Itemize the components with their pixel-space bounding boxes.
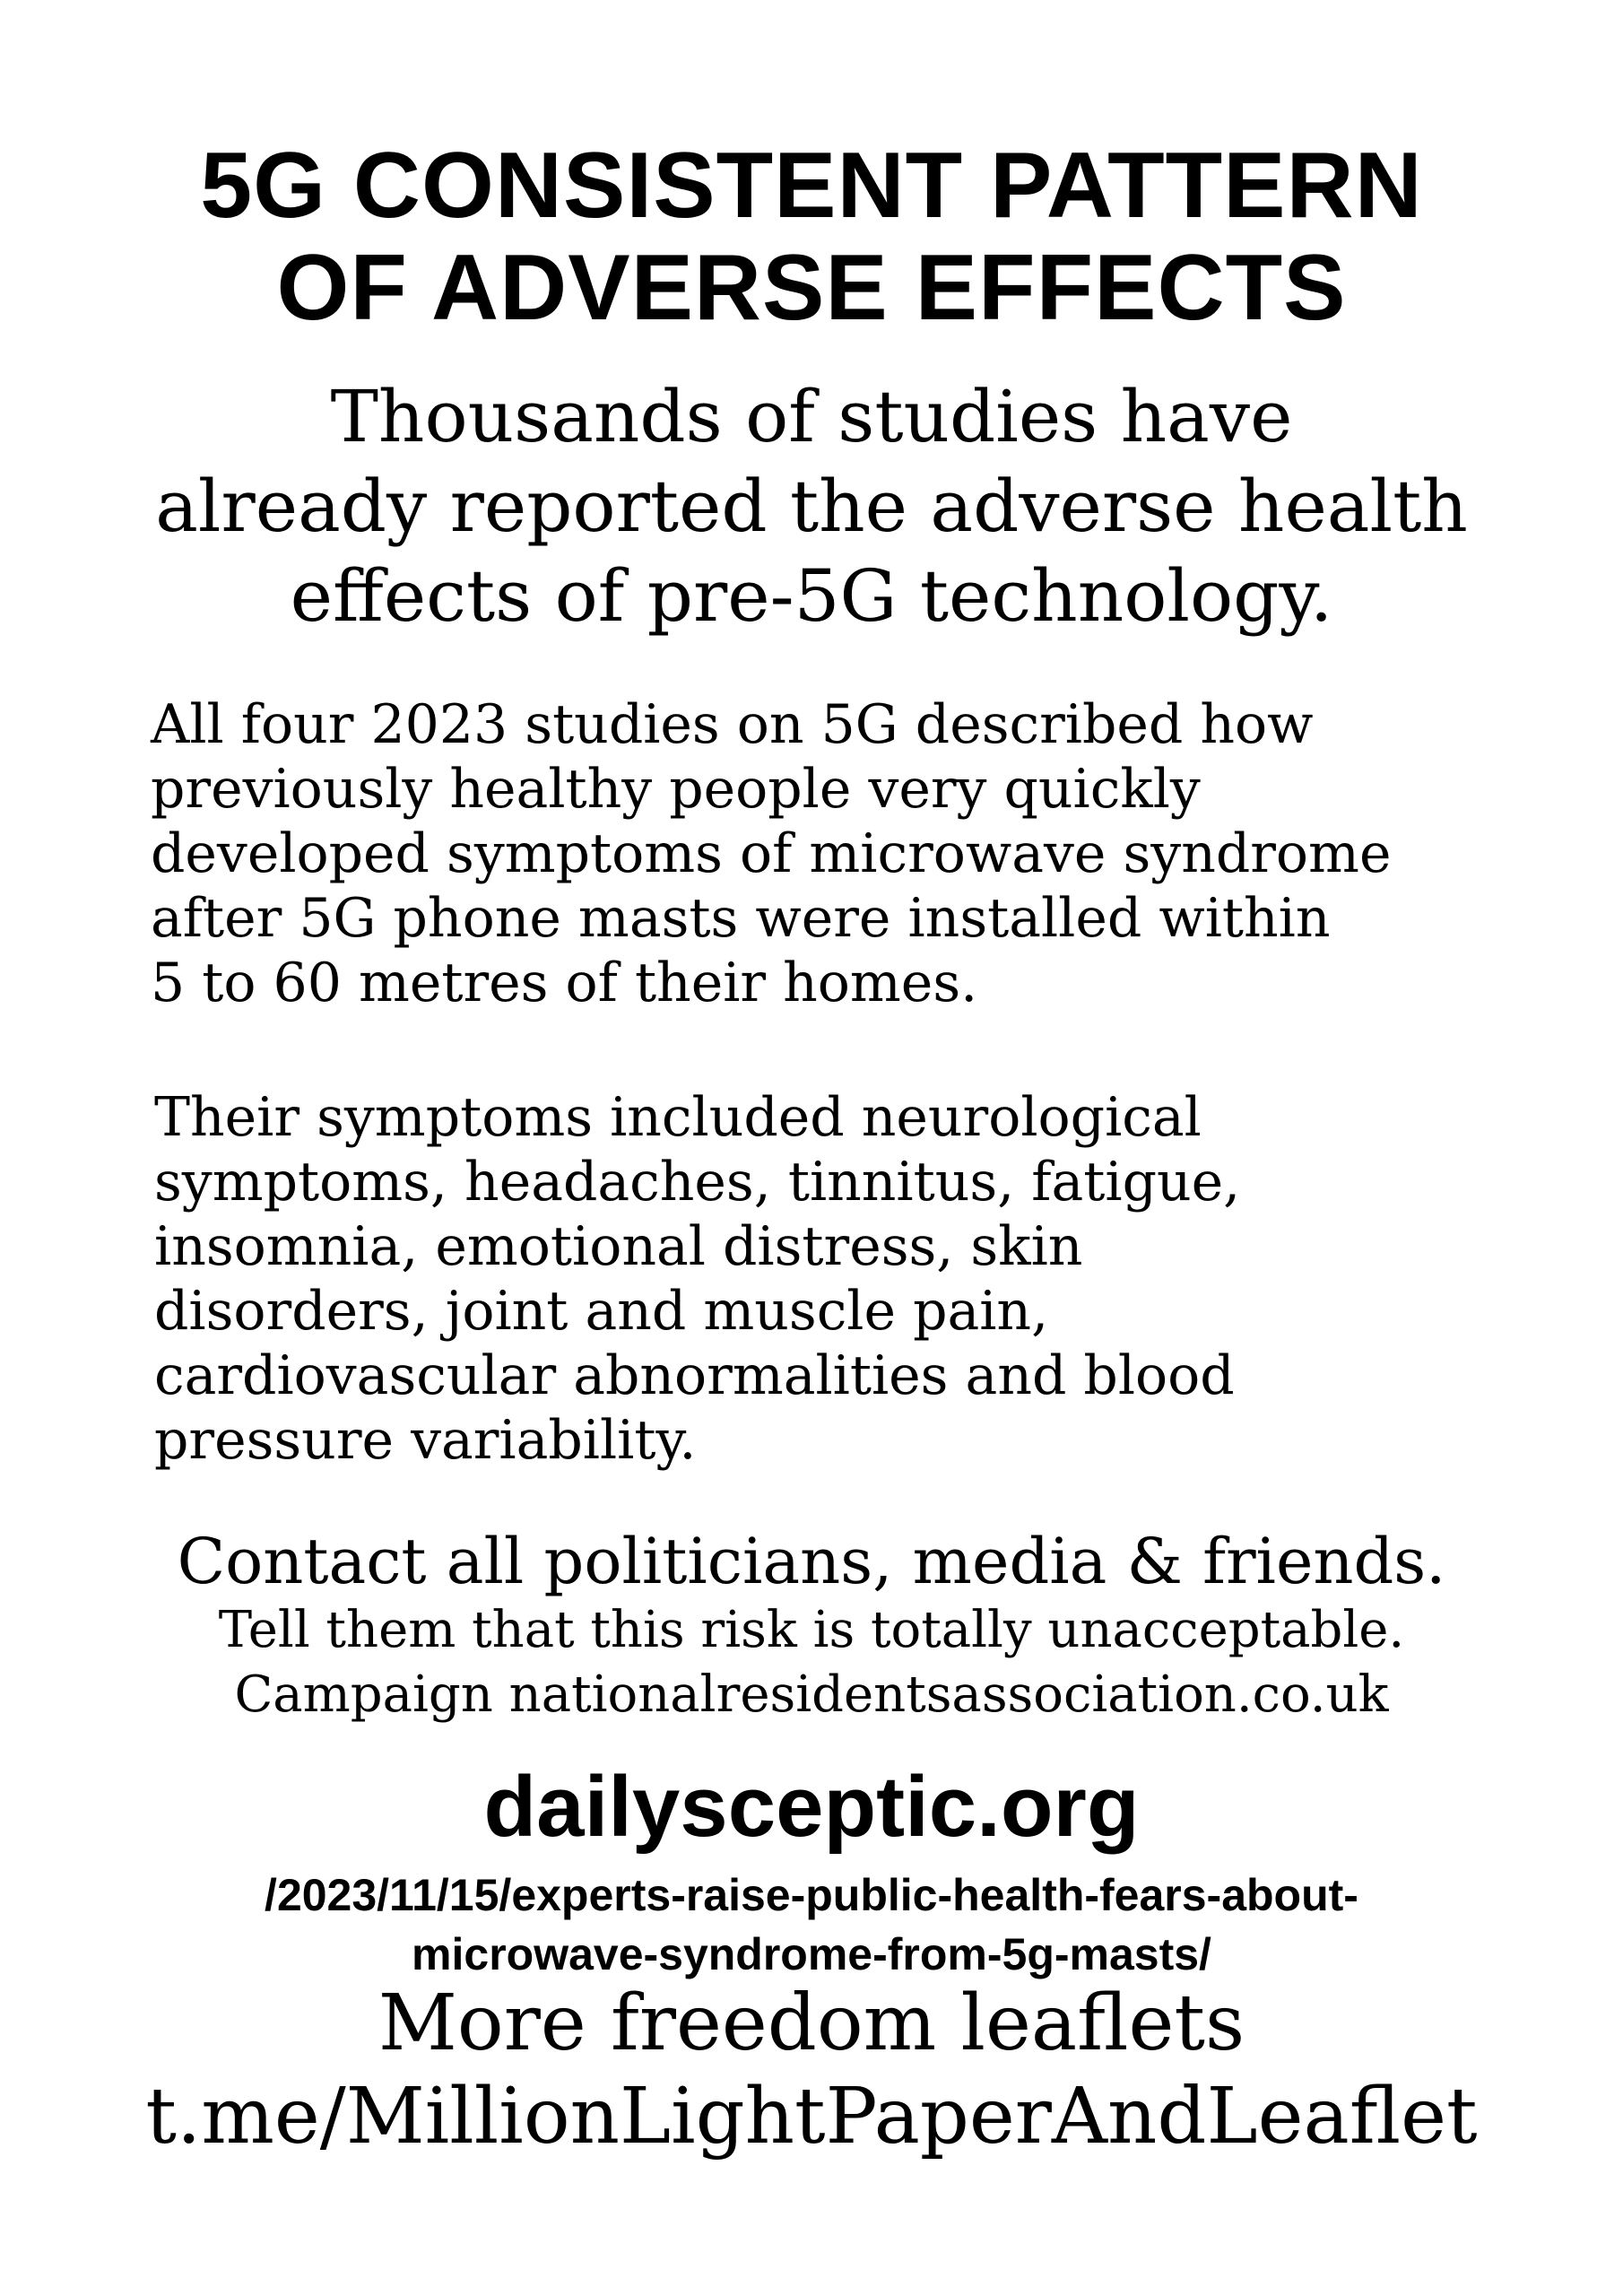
paragraph-line: symptoms, headaches, tinnitus, fatigue, [154, 1151, 1241, 1213]
subtitle-line: Thousands of studies have [330, 375, 1293, 458]
source-path-line: /2023/11/15/experts-raise-public-health-fears-about- [265, 1870, 1358, 1920]
paragraph-line: previously healthy people very quickly [151, 758, 1201, 821]
contact-block [72, 1525, 1551, 1727]
studies-paragraph [151, 692, 1549, 1015]
paragraph-line: insomnia, emotional distress, skin [154, 1215, 1083, 1278]
leaflet-title [72, 135, 1551, 339]
paragraph-line: Their symptoms included neurological [154, 1086, 1202, 1149]
more-leaflets-line: More freedom leaflets [378, 1979, 1245, 2068]
subtitle-line: effects of pre-5G technology. [290, 554, 1333, 638]
paragraph-line: cardiovascular abnormalities and blood [154, 1344, 1235, 1407]
contact-line: Contact all politicians, media & friends. [177, 1525, 1446, 1598]
paragraph-line: All four 2023 studies on 5G described how [151, 693, 1314, 756]
paragraph-line: after 5G phone masts were installed within [151, 887, 1331, 950]
source-path-line: microwave-syndrome-from-5g-masts/ [412, 1929, 1211, 1979]
symptoms-paragraph [154, 1085, 1553, 1473]
telegram-link: t.me/MillionLightPaperAndLeaflet [145, 2072, 1478, 2161]
source-path [72, 1866, 1551, 1984]
paragraph-line: developed symptoms of microwave syndrome [151, 822, 1392, 885]
title-line: OF ADVERSE EFFECTS [276, 236, 1347, 340]
paragraph-line: 5 to 60 metres of their homes. [151, 952, 978, 1014]
paragraph-line: disorders, joint and muscle pain, [154, 1280, 1049, 1343]
contact-line: Tell them that this risk is totally unacceptable. [218, 1601, 1405, 1659]
campaign-line: Campaign nationalresidentsassociation.co.uk [234, 1665, 1389, 1724]
paragraph-line: pressure variability. [154, 1409, 697, 1472]
more-leaflets-block [54, 1977, 1569, 2163]
title-line: 5G CONSISTENT PATTERN [200, 134, 1423, 238]
leaflet-subtitle [72, 372, 1551, 641]
source-domain: dailysceptic.org [483, 1759, 1140, 1855]
subtitle-line: already reported the adverse health [155, 465, 1468, 548]
